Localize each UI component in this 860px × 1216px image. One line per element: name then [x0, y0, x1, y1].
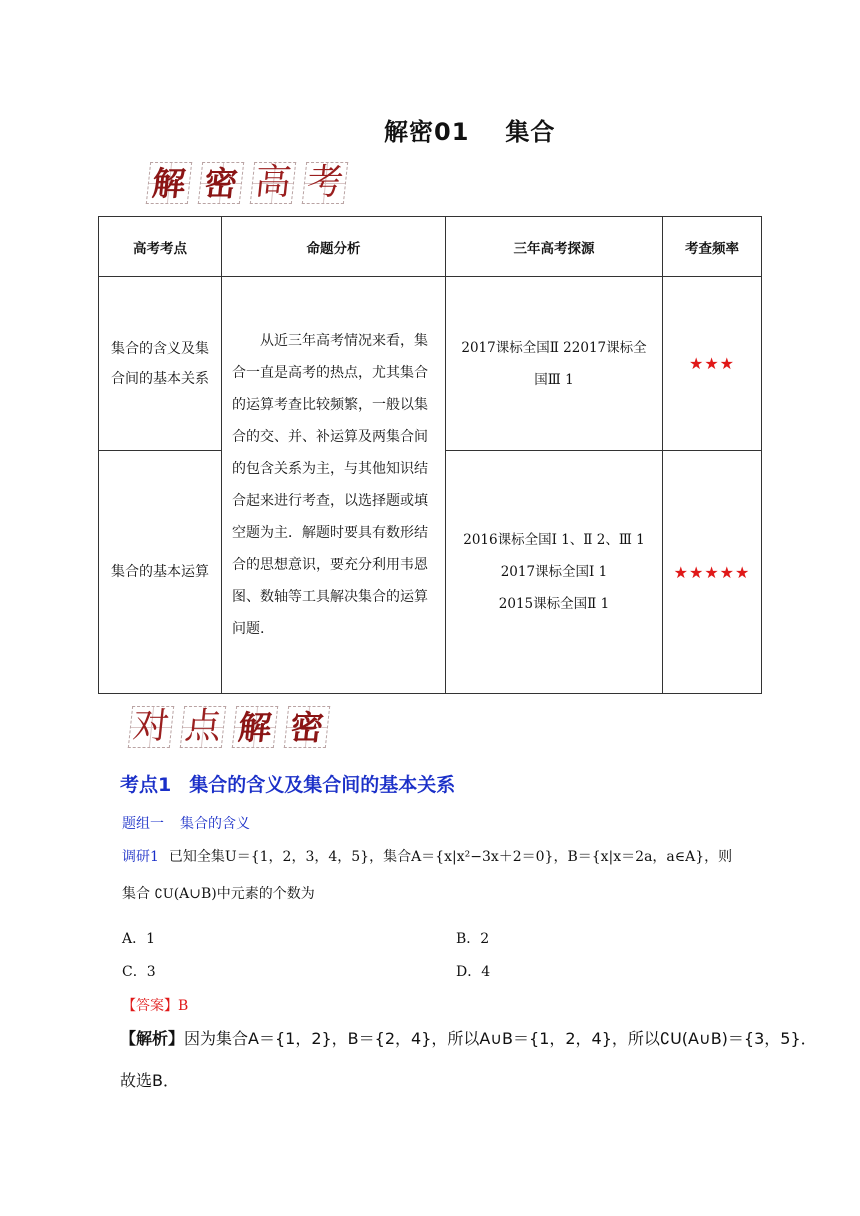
source-line: 国Ⅲ 1 [534, 371, 574, 388]
page-title-b: 集合 [505, 118, 556, 146]
table-row [99, 277, 762, 451]
kaodian-label: 考点1 [120, 774, 172, 796]
section-banner-duidian-jiemi [130, 706, 328, 748]
question-text: 已知全集U＝{1，2，3，4，5}，集合A＝{x|x²−3x＋2＝0}，B＝{x|x＝2a，a∈A}，则 [168, 849, 733, 865]
topic-cell: 集合的基本运算 [99, 451, 222, 694]
option-a: A．1 [122, 931, 156, 947]
topic-cell: 集合的含义及集合间的基本关系 [99, 277, 222, 451]
kaodian-title: 集合的含义及集合间的基本关系 [189, 774, 456, 796]
banner-char: 密 [284, 706, 330, 748]
column-header: 考查频率 [663, 217, 762, 277]
question-line-2 [122, 883, 315, 903]
banner-char: 考 [302, 162, 348, 204]
page-title-a: 解密01 [384, 118, 470, 146]
option-d: D．4 [456, 964, 491, 980]
explanation-label: 【解析】 [120, 1029, 185, 1048]
frequency-stars: ★★★ [663, 277, 762, 451]
conclusion-line: 故选B． [120, 1071, 179, 1090]
column-header: 命题分析 [222, 217, 446, 277]
source-cell [446, 277, 663, 451]
group-title: 集合的含义 [180, 816, 250, 832]
answer-line: 【答案】B [122, 998, 189, 1014]
option-b: B．2 [456, 931, 490, 947]
question-text-a: 集合 [122, 886, 150, 902]
analysis-text: 从近三年高考情况来看，集合一直是高考的热点，尤其集合的运算考查比较频繁，一般以集合的交、并、补运算及两集合间的包含关系为主，与其他知识结合起来进行考查，以选择题或填空题为主．解题时要具有数形结合的思想意识，要充分利用韦恩图、数轴等工具解决集合的运算问题. [232, 333, 428, 637]
banner-char: 解 [232, 706, 278, 748]
option-c: C．3 [122, 964, 156, 980]
question-line-1 [122, 846, 732, 866]
banner-char: 对 [128, 706, 174, 748]
banner-char: 密 [198, 162, 244, 204]
question-group-heading [122, 813, 250, 833]
source-line: 2017课标全国Ⅱ 22017课标全 [461, 339, 647, 356]
frequency-stars: ★★★★★ [663, 451, 762, 694]
banner-char: 点 [180, 706, 226, 748]
explanation-text: 因为集合A＝{1，2}，B＝{2，4}，所以A∪B＝{1，2，4}，所以∁U(A∪B)＝{3，5}． [184, 1029, 817, 1048]
page-title [384, 112, 555, 147]
banner-char: 解 [146, 162, 192, 204]
exam-points-table [98, 216, 762, 694]
complement-symbol: ∁U [154, 887, 174, 902]
source-line: 2016课标全国Ⅰ 1、Ⅱ 2、Ⅲ 1 [463, 532, 645, 548]
question-text-b: (A∪B)中元素的个数为 [173, 886, 315, 902]
table-header-row [99, 217, 762, 277]
column-header: 高考考点 [99, 217, 222, 277]
section-banner-jiemi-gaokao [148, 162, 346, 204]
kaodian-heading [120, 770, 455, 797]
source-cell [446, 451, 663, 694]
banner-char: 高 [250, 162, 296, 204]
analysis-cell [222, 277, 446, 694]
column-header: 三年高考探源 [446, 217, 663, 277]
source-line: 2017课标全国Ⅰ 1 [500, 564, 608, 580]
explanation-line [120, 1026, 817, 1049]
source-line: 2015课标全国Ⅱ 1 [498, 596, 610, 612]
group-label: 题组一 [122, 816, 164, 832]
question-label: 调研1 [122, 849, 159, 865]
